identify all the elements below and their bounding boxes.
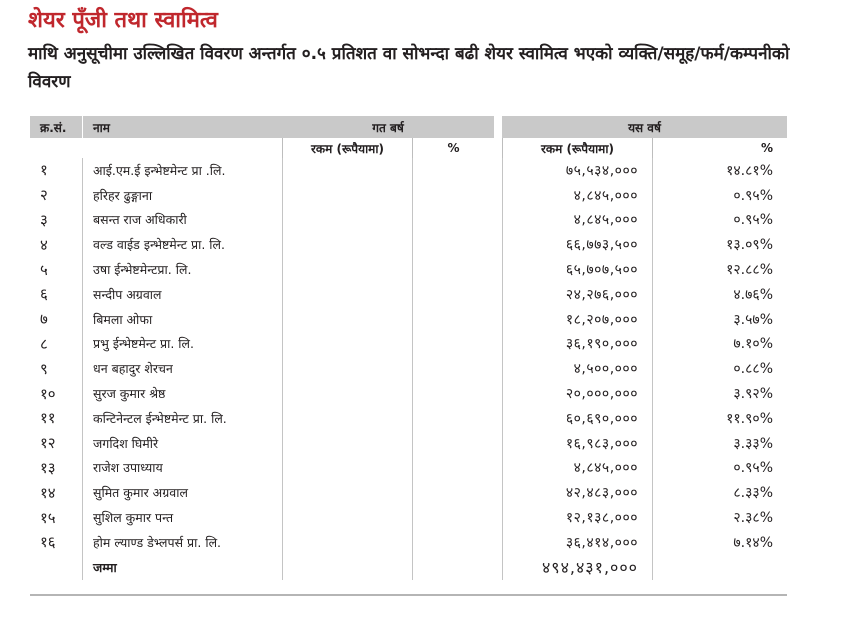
table-body bbox=[30, 158, 787, 555]
total-serial-cell bbox=[30, 555, 82, 580]
previous-amount-cell bbox=[282, 431, 412, 456]
previous-amount-cell bbox=[282, 456, 412, 481]
table-row bbox=[30, 381, 787, 406]
name-cell: हरिहर ढुङ्गाना bbox=[82, 183, 282, 208]
current-amount-cell: २४,२७६,००० bbox=[502, 282, 652, 307]
name-cell: प्रभु ईन्भेष्टमेन्ट प्रा. लि. bbox=[82, 332, 282, 357]
current-percent-cell: ०.९५% bbox=[652, 208, 787, 233]
previous-percent-cell bbox=[412, 332, 494, 357]
table-row bbox=[30, 158, 787, 183]
previous-amount-cell bbox=[282, 406, 412, 431]
table-row bbox=[30, 406, 787, 431]
current-percent-cell: ७.१०% bbox=[652, 332, 787, 357]
table-total-row bbox=[30, 555, 787, 580]
previous-amount-cell bbox=[282, 505, 412, 530]
serial-number-cell: १२ bbox=[40, 434, 56, 453]
table-row bbox=[30, 480, 787, 505]
table-header-row-1 bbox=[30, 116, 787, 138]
table-row bbox=[30, 208, 787, 233]
header-name: नाम bbox=[82, 116, 282, 138]
serial-number-cell: १ bbox=[40, 161, 48, 180]
current-amount-cell: ३६,४१४,००० bbox=[502, 530, 652, 555]
table-row bbox=[30, 431, 787, 456]
current-percent-cell: ३.३३% bbox=[652, 431, 787, 456]
name-cell: आई.एम.ई इन्भेष्टमेन्ट प्रा .लि. bbox=[82, 158, 282, 183]
current-percent-cell: १३.०९% bbox=[652, 232, 787, 257]
page-title: शेयर पूँजी तथा स्वामित्व bbox=[28, 8, 218, 33]
name-cell: जगदिश घिमीरे bbox=[82, 431, 282, 456]
name-cell: बसन्त राज अधिकारी bbox=[82, 208, 282, 233]
previous-amount-cell bbox=[282, 332, 412, 357]
previous-percent-cell bbox=[412, 232, 494, 257]
current-amount-cell: ७५,५३४,००० bbox=[502, 158, 652, 183]
current-percent-cell: ८.३३% bbox=[652, 480, 787, 505]
current-percent-cell: ११.९०% bbox=[652, 406, 787, 431]
table-row bbox=[30, 232, 787, 257]
current-percent-cell: १२.८८% bbox=[652, 257, 787, 282]
table-row bbox=[30, 257, 787, 282]
header-serial-number: क्र.सं. bbox=[30, 116, 82, 138]
previous-percent-cell bbox=[412, 158, 494, 183]
current-amount-cell: १६,९८३,००० bbox=[502, 431, 652, 456]
current-percent-cell: ४.७६% bbox=[652, 282, 787, 307]
current-percent-cell: ३.५७% bbox=[652, 307, 787, 332]
current-amount-cell: ४,५००,००० bbox=[502, 356, 652, 381]
previous-amount-cell bbox=[282, 307, 412, 332]
previous-amount-cell bbox=[282, 480, 412, 505]
previous-percent-cell bbox=[412, 282, 494, 307]
previous-amount-cell bbox=[282, 208, 412, 233]
previous-percent-cell bbox=[412, 356, 494, 381]
table-row bbox=[30, 356, 787, 381]
serial-number-cell: १३ bbox=[40, 458, 56, 477]
current-percent-cell: ०.९५% bbox=[652, 456, 787, 481]
name-cell: बिमला ओफा bbox=[82, 307, 282, 332]
serial-number-cell: ९ bbox=[40, 359, 48, 378]
table-row bbox=[30, 530, 787, 555]
header-current-percent: % bbox=[652, 138, 787, 158]
current-amount-cell: ४२,४८३,००० bbox=[502, 480, 652, 505]
previous-amount-cell bbox=[282, 257, 412, 282]
previous-percent-cell bbox=[412, 307, 494, 332]
previous-amount-cell bbox=[282, 282, 412, 307]
shareholding-table bbox=[30, 116, 787, 580]
previous-percent-cell bbox=[412, 480, 494, 505]
current-amount-cell: ६०,६९०,००० bbox=[502, 406, 652, 431]
name-cell: सुमित कुमार अग्रवाल bbox=[82, 480, 282, 505]
table-bottom-rule bbox=[30, 594, 787, 596]
current-amount-cell: ४,८४५,००० bbox=[502, 208, 652, 233]
current-amount-cell: ४,८४५,००० bbox=[502, 183, 652, 208]
previous-amount-cell bbox=[282, 158, 412, 183]
total-previous-percent bbox=[412, 555, 494, 580]
table-row bbox=[30, 456, 787, 481]
current-amount-cell: ४,८४५,००० bbox=[502, 456, 652, 481]
table-row bbox=[30, 307, 787, 332]
previous-percent-cell bbox=[412, 505, 494, 530]
previous-percent-cell bbox=[412, 183, 494, 208]
current-percent-cell: १४.८१% bbox=[652, 158, 787, 183]
name-cell: सन्दीप अग्रवाल bbox=[82, 282, 282, 307]
current-percent-cell: ०.८८% bbox=[652, 356, 787, 381]
current-amount-cell: ३६,१९०,००० bbox=[502, 332, 652, 357]
serial-number-cell: ८ bbox=[40, 334, 48, 353]
previous-amount-cell bbox=[282, 530, 412, 555]
header-previous-year: गत बर्ष bbox=[282, 116, 494, 138]
serial-number-cell: ११ bbox=[40, 409, 56, 428]
header-current-amount: रकम (रूपैयामा) bbox=[502, 138, 652, 158]
previous-amount-cell bbox=[282, 183, 412, 208]
previous-percent-cell bbox=[412, 406, 494, 431]
table-row bbox=[30, 505, 787, 530]
name-cell: कन्टिनेन्टल ईन्भेष्टमेन्ट प्रा. लि. bbox=[82, 406, 282, 431]
current-amount-cell: ६५,७०७,५०० bbox=[502, 257, 652, 282]
total-previous-amount bbox=[282, 555, 412, 580]
header-previous-percent: % bbox=[412, 138, 494, 158]
current-percent-cell: ७.१४% bbox=[652, 530, 787, 555]
previous-percent-cell bbox=[412, 257, 494, 282]
total-amount: ४९४,४३१,००० bbox=[502, 555, 652, 580]
header-current-year: यस वर्ष bbox=[502, 116, 787, 138]
serial-number-cell: १६ bbox=[40, 533, 56, 552]
current-amount-cell: १८,२०७,००० bbox=[502, 307, 652, 332]
serial-number-cell: १५ bbox=[40, 508, 56, 527]
current-amount-cell: १२,१३८,००० bbox=[502, 505, 652, 530]
serial-number-cell: ४ bbox=[40, 235, 48, 254]
serial-number-cell: ७ bbox=[40, 310, 48, 329]
current-percent-cell: ३.९२% bbox=[652, 381, 787, 406]
name-cell: धन बहादुर शेरचन bbox=[82, 356, 282, 381]
total-label: जम्मा bbox=[82, 555, 282, 580]
name-cell: होम ल्याण्ड डेभ्लपर्स प्रा. लि. bbox=[82, 530, 282, 555]
name-cell: उषा ईन्भेष्टमेन्टप्रा. लि. bbox=[82, 257, 282, 282]
name-cell: सुशिल कुमार पन्त bbox=[82, 505, 282, 530]
serial-number-cell: ५ bbox=[40, 260, 48, 279]
previous-amount-cell bbox=[282, 356, 412, 381]
previous-percent-cell bbox=[412, 208, 494, 233]
table-row bbox=[30, 332, 787, 357]
previous-percent-cell bbox=[412, 456, 494, 481]
current-amount-cell: २०,०००,००० bbox=[502, 381, 652, 406]
name-cell: वल्ड वाईड इन्भेष्टमेन्ट प्रा. लि. bbox=[82, 232, 282, 257]
serial-number-cell: १४ bbox=[40, 483, 56, 502]
current-percent-cell: ०.९५% bbox=[652, 183, 787, 208]
current-amount-cell: ६६,७७३,५०० bbox=[502, 232, 652, 257]
serial-number-cell: ६ bbox=[40, 285, 48, 304]
total-percent bbox=[652, 555, 787, 580]
serial-number-cell: १० bbox=[40, 384, 56, 403]
previous-amount-cell bbox=[282, 232, 412, 257]
serial-number-cell: २ bbox=[40, 186, 48, 205]
page-subtitle: माथि अनुसूचीमा उल्लिखित विवरण अन्तर्गत ०.५ प्रतिशत वा सोभन्दा बढी शेयर स्वामित्व भएको व्यक्ति/समूह/फर्म/कम्पनीको विवरण bbox=[28, 44, 790, 92]
name-cell: राजेश उपाध्याय bbox=[82, 456, 282, 481]
current-percent-cell: २.३८% bbox=[652, 505, 787, 530]
table-row bbox=[30, 282, 787, 307]
table-header-row-2 bbox=[30, 138, 787, 158]
serial-number-cell: ३ bbox=[40, 210, 48, 229]
previous-percent-cell bbox=[412, 530, 494, 555]
name-cell: सुरज कुमार श्रेष्ठ bbox=[82, 381, 282, 406]
header-previous-amount: रकम (रूपैयामा) bbox=[282, 138, 412, 158]
table-row bbox=[30, 183, 787, 208]
previous-amount-cell bbox=[282, 381, 412, 406]
previous-percent-cell bbox=[412, 431, 494, 456]
previous-percent-cell bbox=[412, 381, 494, 406]
